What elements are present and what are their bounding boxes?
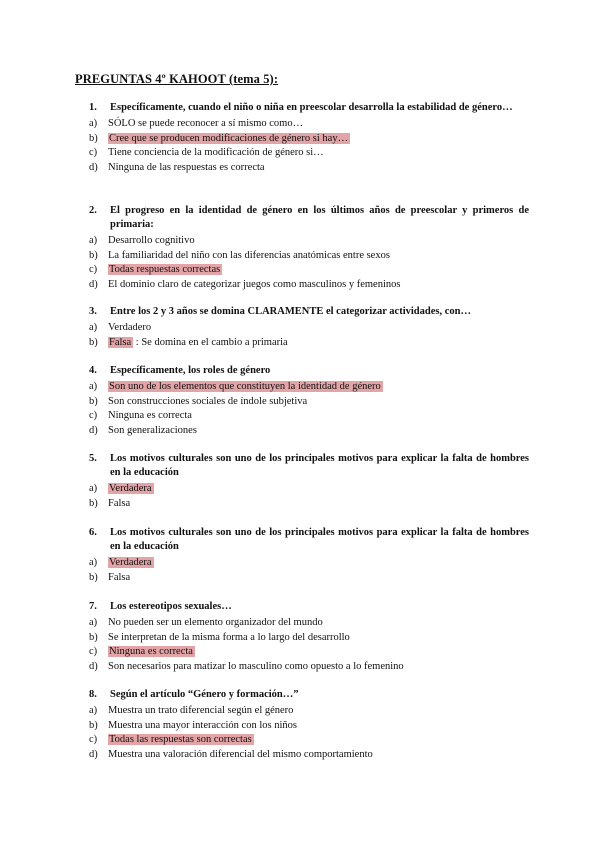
option-text: No pueden ser un elemento organizador del mundo — [108, 617, 323, 628]
option-letter: a) — [89, 705, 98, 716]
option-text: Muestra una valoración diferencial del mismo comportamiento — [108, 748, 373, 760]
option-text: El dominio claro de categorizar juegos como masculinos y femeninos — [108, 278, 401, 290]
answer-option — [89, 704, 529, 719]
answer-option — [89, 395, 529, 410]
option-text: Son generalizaciones — [108, 424, 197, 436]
question-text — [89, 204, 529, 232]
question-text — [89, 688, 529, 702]
question-block — [89, 452, 529, 511]
question-text — [89, 101, 529, 115]
answer-option-correct — [89, 263, 529, 278]
question-label: Específicamente, cuando el niño o niña en preescolar desarrolla la estabilidad de género… — [110, 102, 513, 113]
answer-option — [89, 146, 529, 161]
option-letter: a) — [89, 235, 98, 246]
question-block — [89, 526, 529, 585]
option-letter: b) — [89, 395, 98, 407]
option-letter: c) — [89, 734, 98, 746]
answer-option — [89, 249, 529, 264]
option-letter: b) — [89, 336, 98, 348]
answer-option-correct — [89, 380, 529, 395]
answer-option — [89, 234, 529, 249]
answer-option — [89, 278, 529, 293]
question-text — [89, 452, 529, 480]
page-title: PREGUNTAS 4º KAHOOT (tema 5): — [75, 72, 279, 86]
option-letter: c) — [89, 264, 98, 276]
option-text: Desarrollo cognitivo — [108, 235, 195, 246]
option-letter: b) — [89, 497, 98, 509]
correct-answer-highlight: Cree que se producen modificaciones de género si hay… — [109, 132, 349, 144]
option-text: La familiaridad del niño con las diferencias anatómicas entre sexos — [108, 249, 390, 261]
option-text: Muestra un trato diferencial según el género — [108, 705, 294, 716]
question-text — [89, 526, 529, 554]
question-block — [89, 101, 529, 175]
answer-option — [89, 117, 529, 132]
option-text: Falsa — [108, 571, 131, 583]
answer-option — [89, 409, 529, 424]
answer-option — [89, 161, 529, 176]
answer-option — [89, 748, 529, 763]
option-letter: a) — [89, 617, 98, 628]
answer-option — [89, 424, 529, 439]
answer-option-correct — [89, 733, 529, 748]
answer-option — [89, 631, 529, 646]
option-letter: b) — [89, 571, 98, 583]
correct-answer-highlight: Todas respuestas correctas — [109, 264, 221, 276]
option-letter: b) — [89, 132, 98, 144]
answer-option — [89, 719, 529, 734]
question-block — [89, 305, 529, 350]
question-number: 2. — [89, 205, 97, 216]
question-number: 4. — [89, 365, 97, 376]
option-text: Son construcciones sociales de índole subjetiva — [108, 395, 308, 407]
question-number: 8. — [89, 689, 97, 700]
question-text — [89, 600, 529, 614]
correct-answer-highlight: Verdadera — [109, 483, 152, 494]
question-number: 7. — [89, 601, 97, 612]
question-number: 1. — [89, 102, 97, 113]
question-block — [89, 688, 529, 762]
option-text: Verdadero — [108, 322, 152, 333]
option-note: : Se domina en el cambio a primaria — [133, 336, 288, 348]
question-block — [89, 364, 529, 438]
question-block — [89, 600, 529, 674]
question-text — [89, 305, 529, 319]
option-letter: d) — [89, 748, 98, 760]
option-letter: b) — [89, 631, 98, 643]
question-block — [89, 204, 529, 292]
question-number: 6. — [89, 527, 97, 538]
answer-option — [89, 660, 529, 675]
question-label: El progreso en la identidad de género en los últimos años de preescolar y primeros de primaria: — [110, 205, 529, 230]
answer-option-correct — [89, 482, 529, 497]
option-letter: d) — [89, 161, 98, 173]
option-letter: a) — [89, 118, 98, 129]
correct-answer-highlight: Son uno de los elementos que constituyen la identidad de género — [109, 381, 381, 392]
option-text: Muestra una mayor interacción con los niños — [108, 719, 297, 731]
correct-answer-highlight: Ninguna es correcta — [109, 646, 193, 658]
question-label: Específicamente, los roles de género — [110, 365, 271, 376]
answer-option — [89, 321, 529, 336]
correct-answer-highlight: Verdadera — [109, 557, 152, 568]
answer-option-correct — [89, 132, 529, 147]
answer-option — [89, 497, 529, 512]
question-label: Entre los 2 y 3 años se domina CLARAMENTE el categorizar actividades, con… — [110, 306, 471, 317]
option-letter: c) — [89, 147, 98, 159]
option-text: SÓLO se puede reconocer a sí mismo como… — [108, 118, 304, 129]
option-letter: d) — [89, 660, 98, 672]
question-label: Los motivos culturales son uno de los principales motivos para explicar la falta de hombres en la educación — [110, 527, 529, 552]
option-letter: b) — [89, 249, 98, 261]
option-text: Se interpretan de la misma forma a lo largo del desarrollo — [108, 631, 350, 643]
question-number: 3. — [89, 306, 97, 317]
question-label: Los estereotipos sexuales… — [110, 601, 232, 612]
answer-option-correct — [89, 645, 529, 660]
option-text: Ninguna es correcta — [108, 410, 192, 422]
option-letter: c) — [89, 410, 98, 422]
option-letter: d) — [89, 278, 98, 290]
correct-answer-highlight: Falsa — [109, 336, 132, 348]
question-label: Según el artículo “Género y formación…” — [110, 689, 299, 700]
option-letter: d) — [89, 424, 98, 436]
answer-option-correct — [89, 556, 529, 571]
option-letter: a) — [89, 557, 98, 568]
option-text: Son necesarios para matizar lo masculino como opuesto a lo femenino — [108, 660, 404, 672]
option-letter: a) — [89, 322, 98, 333]
option-letter: b) — [89, 719, 98, 731]
option-letter: a) — [89, 381, 98, 392]
question-number: 5. — [89, 453, 97, 464]
option-letter: a) — [89, 483, 98, 494]
answer-option — [89, 571, 529, 586]
question-text — [89, 364, 529, 378]
option-text: Ninguna de las respuestas es correcta — [108, 161, 265, 173]
option-text: Falsa — [108, 497, 131, 509]
answer-option — [89, 616, 529, 631]
answer-option-correct — [89, 336, 529, 351]
question-label: Los motivos culturales son uno de los principales motivos para explicar la falta de hombres en la educación — [110, 453, 529, 478]
option-letter: c) — [89, 646, 98, 658]
correct-answer-highlight: Todas las respuestas son correctas — [109, 734, 252, 746]
option-text: Tiene conciencia de la modificación de género si… — [108, 147, 324, 159]
